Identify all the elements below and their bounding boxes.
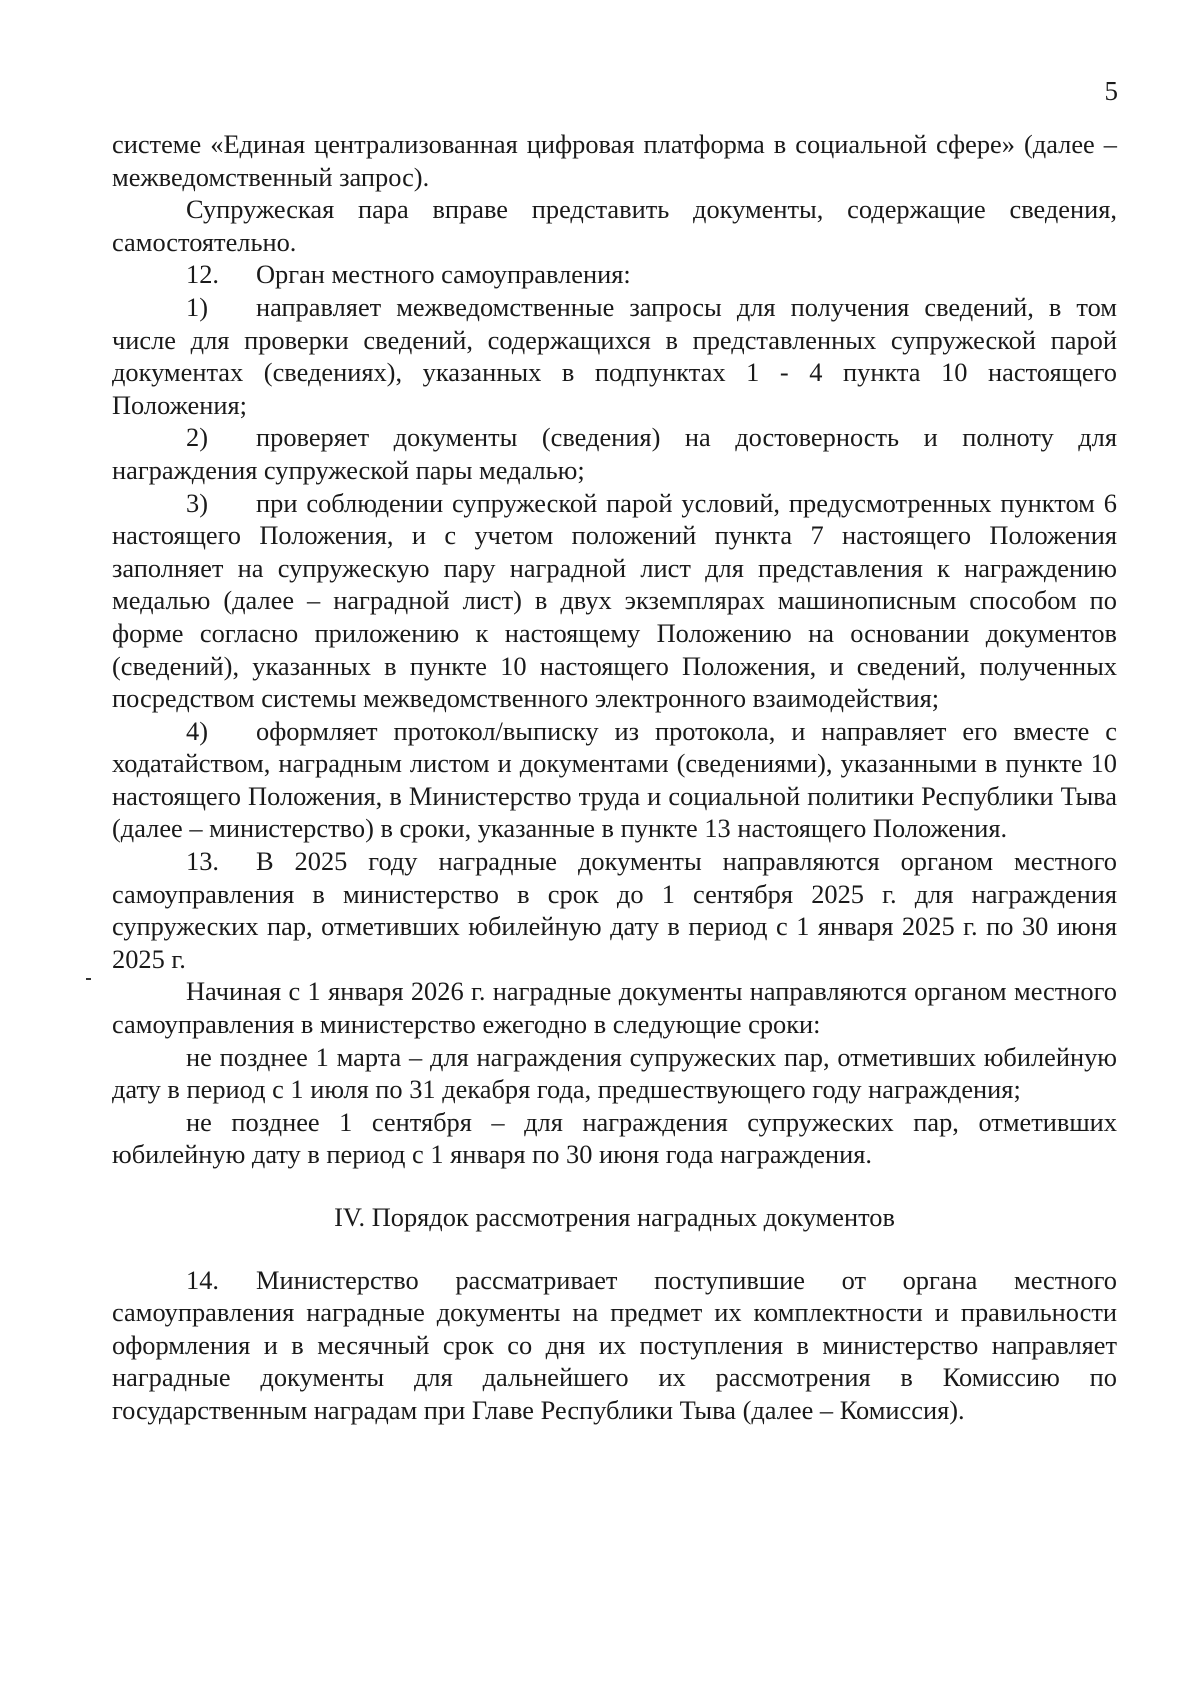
- paragraph-number: 4): [186, 715, 208, 746]
- paragraph: [112, 421, 1117, 486]
- paragraph-number: 2): [186, 422, 208, 453]
- paragraph-text: не позднее 1 сентября – для награждения супружеских пар, отметивших юбилейную дату в период с 1 января по 30 июня года награждения.: [112, 1106, 1117, 1170]
- paragraph-number: 1): [186, 291, 208, 322]
- document-body: [112, 128, 1117, 1427]
- section-heading: IV. Порядок рассмотрения наградных документов: [334, 1202, 895, 1232]
- paragraph: [112, 845, 1117, 975]
- scan-mark: [86, 978, 91, 980]
- paragraph-text: оформляет протокол/выписку из протокола, и направляет его вместе с ходатайством, наградным листом и документами (сведениями), указанными в пункте 10 настоящего Положения, в Министерство труда и социальной политики Республики Тыва (далее – министерство) в сроки, указанные в пункте 13 настоящего Положения.: [112, 715, 1117, 844]
- paragraph: [112, 291, 1117, 421]
- paragraph-number: 3): [186, 487, 208, 518]
- paragraph: [112, 487, 1117, 715]
- paragraph-text: направляет межведомственные запросы для получения сведений, в том числе для проверки сведений, содержащихся в представленных супружеской парой документах (сведениях), указанных в подпунктах 1 - 4 пункта 10 настоящего Положения;: [112, 291, 1117, 420]
- paragraph: [112, 975, 1117, 1040]
- paragraph: [112, 128, 1117, 193]
- paragraphs-after-section: [112, 1264, 1117, 1427]
- paragraph-text: проверяет документы (сведения) на достоверность и полноту для награждения супружеской пары медалью;: [112, 422, 1117, 485]
- page-number: 5: [1104, 76, 1118, 106]
- paragraph-text: при соблюдении супружеской парой условий, предусмотренных пунктом 6 настоящего Положения, и с учетом положений пункта 7 настоящего Положения заполняет на супружескую пару наградной лист для представления к награждению медалью (далее – наградной лист) в двух экземплярах машинописным способом по форме согласно приложению к настоящему Положению на основании документов (сведений), указанных в пункте 10 настоящего Положения, и сведений, полученных посредством системы межведомственного электронного взаимодействия;: [112, 487, 1117, 714]
- paragraph-number: 14.: [186, 1264, 219, 1295]
- paragraph: [112, 258, 1117, 291]
- paragraph-number: 13.: [186, 846, 219, 877]
- paragraph-text: системе «Единая централизованная цифровая платформа в социальной сфере» (далее – межведомственный запрос).: [112, 129, 1117, 192]
- paragraph: [112, 193, 1117, 258]
- paragraphs-before-section: [112, 128, 1117, 1171]
- paragraph: [112, 1106, 1117, 1171]
- paragraph: [112, 1264, 1117, 1427]
- paragraph-text: Супружеская пара вправе представить документы, содержащие сведения, самостоятельно.: [112, 194, 1117, 257]
- paragraph-text: Министерство рассматривает поступившие от органа местного самоуправления наградные документы на предмет их комплектности и правильности оформления и в месячный срок со дня их поступления в министерство направляет наградные документы для дальнейшего их рассмотрения в Комиссию по государственным наградам при Главе Республики Тыва (далее – Комиссия).: [112, 1264, 1117, 1425]
- paragraph: [112, 1041, 1117, 1106]
- paragraph-text: не позднее 1 марта – для награждения супружеских пар, отметивших юбилейную дату в период с 1 июля по 31 декабря года, предшествующего году награждения;: [112, 1041, 1117, 1105]
- paragraph: [112, 715, 1117, 845]
- paragraph-text: Орган местного самоуправления:: [256, 259, 631, 290]
- paragraph-text: Начиная с 1 января 2026 г. наградные документы направляются органом местного самоуправления в министерство ежегодно в следующие сроки:: [112, 976, 1117, 1040]
- paragraph-text: В 2025 году наградные документы направляются органом местного самоуправления в министерство в срок до 1 сентября 2025 г. для награждения супружеских пар, отметивших юбилейную дату в период с 1 января 2025 г. по 30 июня 2025 г.: [112, 846, 1117, 974]
- paragraph-number: 12.: [186, 259, 219, 290]
